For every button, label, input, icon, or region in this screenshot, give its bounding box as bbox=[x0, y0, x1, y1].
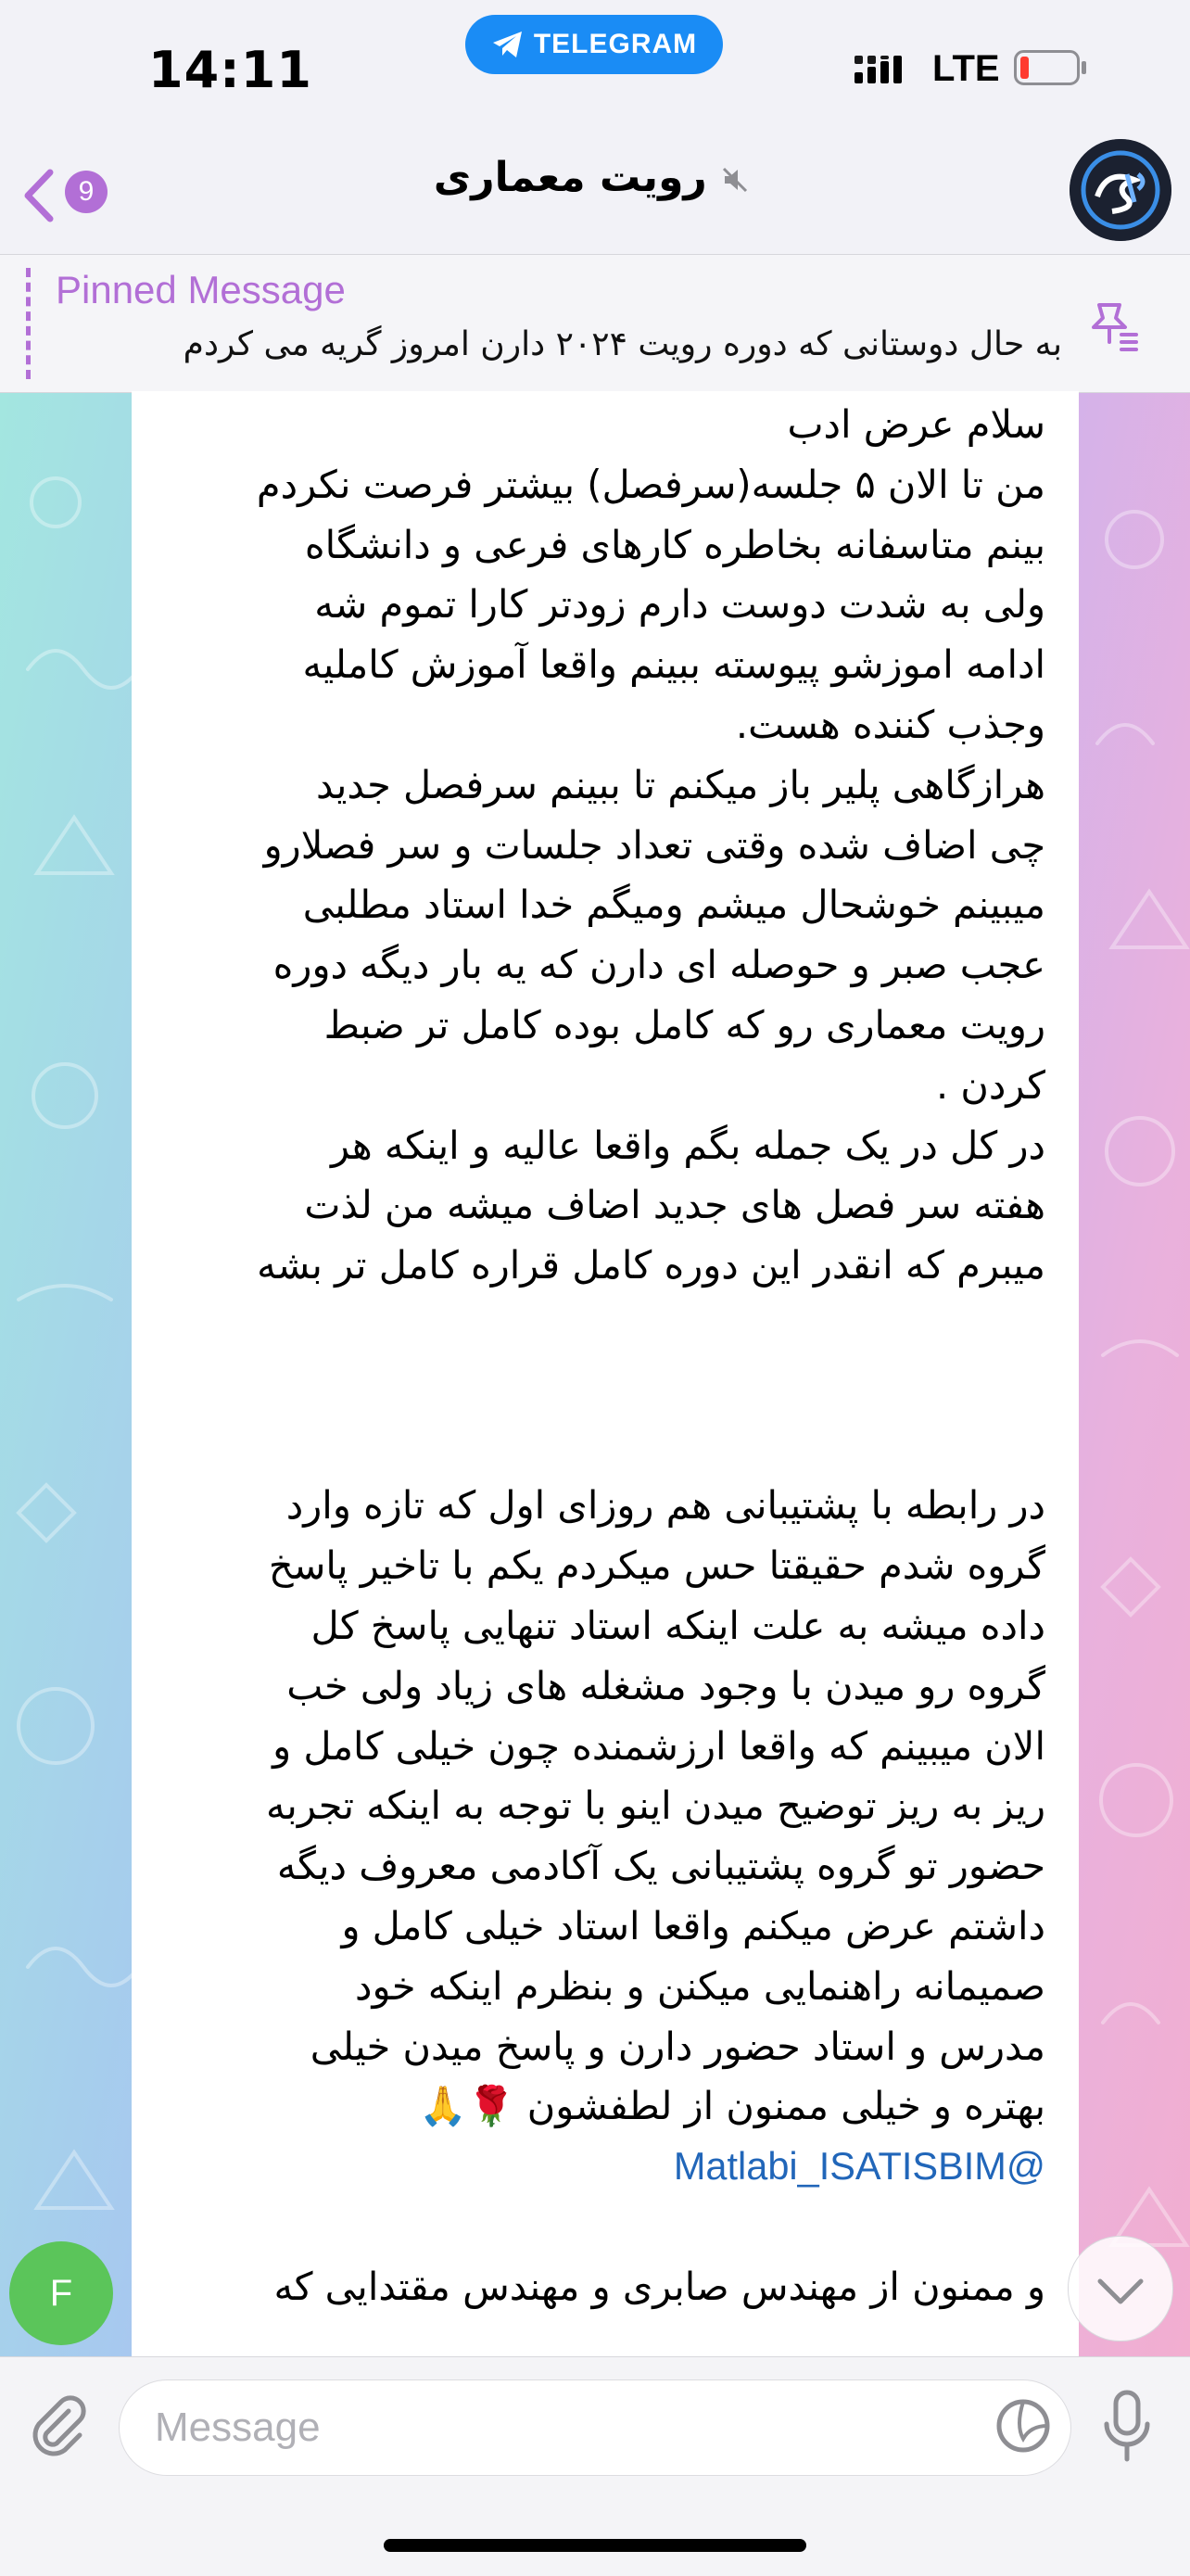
message-line: داده میشه به علت اینکه استاد تنهایی پاسخ کل bbox=[310, 1602, 1045, 1648]
pin-list-icon[interactable] bbox=[1081, 294, 1142, 355]
signal-icon bbox=[855, 56, 940, 83]
message-line: ولی به شدت دوست دارم زودتر کارا تموم شه bbox=[314, 581, 1045, 628]
message-line: ادامه اموزشو پیوسته ببینم واقعا آموزش کاملیه bbox=[302, 641, 1045, 688]
chat-title: رویت معماری bbox=[433, 154, 707, 201]
message-input-bar bbox=[0, 2356, 1190, 2576]
status-bar bbox=[0, 0, 1190, 139]
attachment-icon[interactable] bbox=[26, 2392, 91, 2457]
network-type: LTE bbox=[932, 48, 1000, 89]
message-line: و ممنون از مهندس صابری و مهندس مقتدایی که bbox=[273, 2263, 1045, 2309]
sticker-icon[interactable] bbox=[994, 2396, 1053, 2455]
pinned-title: Pinned Message bbox=[56, 268, 346, 311]
pinned-message-bar[interactable] bbox=[0, 254, 1190, 393]
mention-link[interactable]: @Matlabi_ISATISBIM bbox=[673, 2144, 1045, 2189]
message-line: چی اضاف شده وقتی تعداد جلسات و سر فصلارو bbox=[263, 821, 1045, 868]
message-bubble[interactable] bbox=[132, 391, 1079, 2356]
mute-icon bbox=[721, 166, 749, 194]
chat-title-wrap[interactable] bbox=[0, 154, 1190, 201]
message-line: بینم متاسفانه بخاطره کارهای فرعی و دانشگاه bbox=[304, 521, 1045, 567]
message-line bbox=[159, 1356, 1045, 1416]
message-text bbox=[159, 395, 1045, 2317]
message-line bbox=[159, 1296, 1045, 1356]
microphone-icon[interactable] bbox=[1101, 2389, 1153, 2465]
battery-icon bbox=[1014, 50, 1088, 85]
message-line: عجب صبر و حوصله ای دارن که یه بار دیگه دوره bbox=[272, 942, 1045, 988]
message-line: سلام عرض ادب bbox=[787, 401, 1045, 447]
status-time: 14:11 bbox=[148, 41, 312, 99]
message-line: صمیمانه راهنمایی میکنن و بنظرم اینکه خود bbox=[355, 1962, 1045, 2009]
channel-avatar[interactable] bbox=[1070, 139, 1171, 241]
message-line: کردن . bbox=[936, 1061, 1045, 1108]
message-line: بهتره و خیلی ممنون از لطفشون 🌹🙏 bbox=[419, 2083, 1045, 2129]
message-line: میبرم که انقدر این دوره کامل قراره کامل تر بشه bbox=[257, 1242, 1045, 1288]
pinned-text: به حال دوستانی که دوره رویت ۲۰۲۴ دارن امروز گریه می کردم bbox=[183, 325, 1062, 363]
message-line: میبینم خوشحال میشم ومیگم خدا استاد مطلبی bbox=[302, 882, 1045, 928]
telegram-icon bbox=[491, 30, 525, 59]
message-line: ریز به ریز توضیح میدن اینو با توجه به اینکه تجربه bbox=[266, 1783, 1045, 1829]
message-line: گروه رو میدن با وجود مشغله های زیاد ولی خب bbox=[286, 1662, 1045, 1708]
message-input[interactable]: Message bbox=[119, 2379, 1071, 2476]
pinned-indicator bbox=[26, 268, 36, 379]
message-line: داشتم عرض میکنم واقعا استاد خیلی کامل و bbox=[341, 1902, 1045, 1948]
unread-badge: 9 bbox=[65, 171, 108, 213]
home-indicator bbox=[384, 2539, 806, 2552]
message-line: در کل در یک جمله بگم واقعا عالیه و اینکه هر bbox=[330, 1122, 1045, 1168]
scroll-down-button[interactable] bbox=[1068, 2236, 1173, 2341]
message-line: در رابطه با پشتیبانی هم روزای اول که تازه وارد bbox=[285, 1482, 1045, 1529]
message-line: گروه شدم حقیقتا حس میکردم یکم با تاخیر پاسخ bbox=[268, 1542, 1045, 1589]
message-line: من تا الان ۵ جلسه(سرفصل) بیشتر فرصت نکردم bbox=[256, 461, 1045, 507]
chat-header bbox=[0, 139, 1190, 254]
message-line: مدرس و استاد حضور دارن و پاسخ میدن خیلی bbox=[310, 2023, 1045, 2069]
user-avatar[interactable]: F bbox=[9, 2241, 113, 2345]
message-line: وجذب کننده هست. bbox=[735, 701, 1045, 747]
chevron-down-icon bbox=[1069, 2237, 1172, 2341]
channel-logo-icon bbox=[1070, 139, 1171, 241]
telegram-pill-label: TELEGRAM bbox=[533, 29, 698, 59]
telegram-pill[interactable] bbox=[465, 15, 723, 74]
message-line bbox=[159, 2197, 1045, 2257]
message-line: هرازگاهی پلیر باز میکنم تا ببینم سرفصل جدید bbox=[316, 761, 1045, 807]
message-line: هفته سر فصل های جدید اضاف میشه من لذت bbox=[304, 1182, 1045, 1228]
message-line: حضور تو گروه پشتیبانی یک آکادمی معروف دیگه bbox=[276, 1843, 1045, 1889]
message-line: رویت معماری رو که کامل بوده کامل تر ضبط bbox=[323, 1001, 1045, 1047]
message-line bbox=[159, 1416, 1045, 1477]
message-line: الان میبینم که واقعا ارزشمنده چون خیلی کامل و bbox=[272, 1722, 1045, 1769]
